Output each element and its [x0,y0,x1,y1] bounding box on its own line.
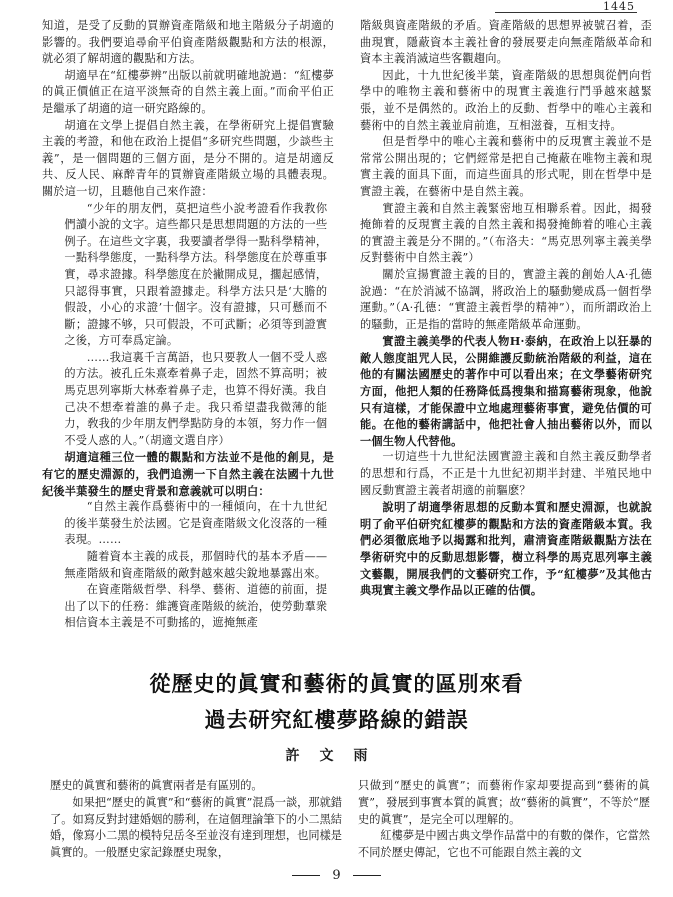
paragraph: 胡適在文學上提倡自然主義，在學術研究上提倡實驗主義的考證，和他在政治上提倡“多研究些問題，少談些主義”，是一個問題的三個方面，是分不開的。這是胡適反共、反人民、麻醉青年的買辦資產階級立場的具體表現。關於這一切，且聽他自己來作證： [42,118,334,198]
paragraph: 隨着資本主義的成長，那個時代的基本矛盾——無產階級和資產階級的敵對越來越尖銳地暴露出來。 [64,550,328,580]
paragraph: 因此，十九世紀後半葉，資產階級的思想與從們向哲學中的唯物主義和藝術中的現實主義進行鬥爭越來越緊張，並不是偶然的。政治上的反動、哲學中的唯心主義和藝術中的自然主義並肩前進，互相滋養，互相支持。 [360,68,652,132]
paragraph: 實證主義美學的代表人物H·泰納，在政治上以狂暴的敵人態度詛咒人民，公開維護反動統治階級的利益，這在他的有關法國歷史的著作中可以看出來；在文學藝術研究方面，他把人類的任務降低爲搜集和描寫藝術現象，他說只有這樣，才能保證中立地處理藝術事實，避免估價的可能。在他的藝術講話中，他把社會人抽出藝術以外，而以一個生物人代替他。 [360,334,652,448]
paragraph: 如果把“歷史的眞實”和“藝術的眞實”混爲一談，那就錯了。如寫反對封建婚姻的勝利，在這個理論筆下的小二黑結婚，像寫小二黑的模特兒岳冬至並沒有達到理想，也同樣是眞實的。一般歷史家記錄歷史現象， [50,795,342,860]
footer-dash-right [353,875,381,876]
page-footer [0,868,673,883]
paragraph: 紅樓夢是中國古典文學作品當中的有數的傑作，它當然不同於歷史傳記，它也不可能跟自然主義的文 [358,829,650,860]
upper-left-column [42,18,334,632]
article-title-line-1: 從歷史的眞實和藝術的眞實的區別來看 [149,672,524,696]
paragraph: 在資產階級哲學、科學、藝術、道德的前面，提出了以下的任務：維護資產階級的統治，使勞動羣衆相信資本主義是不可動搖的，遮掩無產 [64,583,328,630]
article-title-line-2: 過去研究紅樓夢路線的錯誤 [204,708,469,732]
paragraph: 歷史的眞實和藝術的眞實兩者是有區別的。 [50,779,263,792]
paragraph: 但是哲學中的唯心主義和藝術中的反現實主義並不是常常公開出現的；它們經常是把自己掩蔽在唯物主義和現實主義的面具下面，而這些面具的形式呢，則在哲學中是實證主義，在藝術中是自然主義。 [360,135,652,198]
article-author: 許文雨 [285,748,388,764]
article-right-column [358,778,650,862]
paragraph: “自然主義作爲藝術中的一種傾向，在十九世紀的後半葉發生於法國。它是資產階級文化沒落的一種表現。…… [64,500,328,547]
article-left-column [50,778,342,862]
paragraph: 實證主義和自然主義緊密地互相聯系着。因此，揭發掩飾着的反現實主義的自然主義和揭發掩飾着的唯心主義的實證主義是分不開的。”（布洛夫：“馬克思列寧主義美學反對藝術中自然主義”） [360,201,652,265]
page-number: 9 [332,868,341,883]
paragraph: 關於宣揚實證主義的目的，實證主義的創始人A·孔德說過：“在於消滅不協調，將政治上的騷動變成爲一個哲學運動。”（A·孔德：“實證主義哲學的精神”），而所謂政治上的騷動，正是指的當時的無產階級革命運動。 [360,267,652,331]
upper-right-column [360,18,652,599]
paragraph: 只做到“歷史的眞實”；而藝術作家却要提高到“藝術的眞實”，發展到事實本質的眞實；故“藝術的眞實”，不等於“歷史的眞實”，是完全可以理解的。 [358,779,650,826]
paragraph: 胡適這種三位一體的觀點和方法並不是他的創見，是有它的歷史淵源的，我們追溯一下自然主義在法國十九世紀後半葉發生的歷史背景和意義就可以明白： [42,450,334,498]
paragraph: 階級與資產階級的矛盾。資產階級的思想界被號召着，歪曲現實，隱蔽資本主義社會的發展要走向無產階級革命和資本主義消滅這些客觀趨向。 [360,19,652,66]
paragraph: 知道，是受了反動的買辦資產階級和地主階級分子胡適的影響的。我們要追尋俞平伯資產階級觀點和方法的根源，就必須了解胡適的觀點和方法。 [42,19,334,66]
paragraph: ……我這裏千言萬語，也只要教人一個不受人惑的方法。被孔丘朱熹牽着鼻子走，固然不算高明；被馬克思列寧斯大林牽着鼻子走，也算不得好漢。我自己决不想牽着誰的鼻子走。我只希望盡我微薄的能力，敎我的少年朋友們學點防身的本領，努力作一個不受人惑的人。”（胡適文選自序） [64,350,328,447]
header-page-marker: 1445 [603,0,635,13]
paragraph: 說明了胡適學術思想的反動本質和歷史淵源，也就說明了俞平伯研究紅樓夢的觀點和方法的資產階級本質。我們必須徹底地予以揭露和批判，肅淸資產階級觀點方法在學術研究中的反動思想影響，樹立科學的馬克思列寧主義文藝觀，開展我們的文藝研究工作，予“紅樓夢”及其他古典現實主義文學作品以正確的估價。 [360,500,652,598]
paragraph: 胡適早在“紅樓夢辨”出版以前就明確地說過：“紅樓夢的眞正價値正在這平淡無奇的自然主義上面。”而俞平伯正是繼承了胡適的這一研究路線的。 [42,68,334,115]
paragraph: “少年的朋友們，莫把這些小說考證看作我教你們讀小說的文字。這些都只是思想問題的方法的一些例子。在這些文字裏，我要讀者學得一點科學精神，一點科學態度，一點科學方法。科學態度在於尊重事實，尋求證據。科學態度在於撇開成見，擱起感情，只認得事實，只跟着證據走。科學方法只是‘大膽的假設，小心的求證’十個字。沒有證據，只可懸而不斷；證據不够，只可假設，不可武斷；必須等到證實之後，方可奉爲定論。 [64,201,328,348]
paragraph: 一切這些十九世紀法國實證主義和自然主義反動學者的思想和行爲，不正是十九世紀初期半封建、半殖民地中國反動實證主義者胡適的前驅麽？ [360,450,652,497]
footer-dash-left [292,875,320,876]
